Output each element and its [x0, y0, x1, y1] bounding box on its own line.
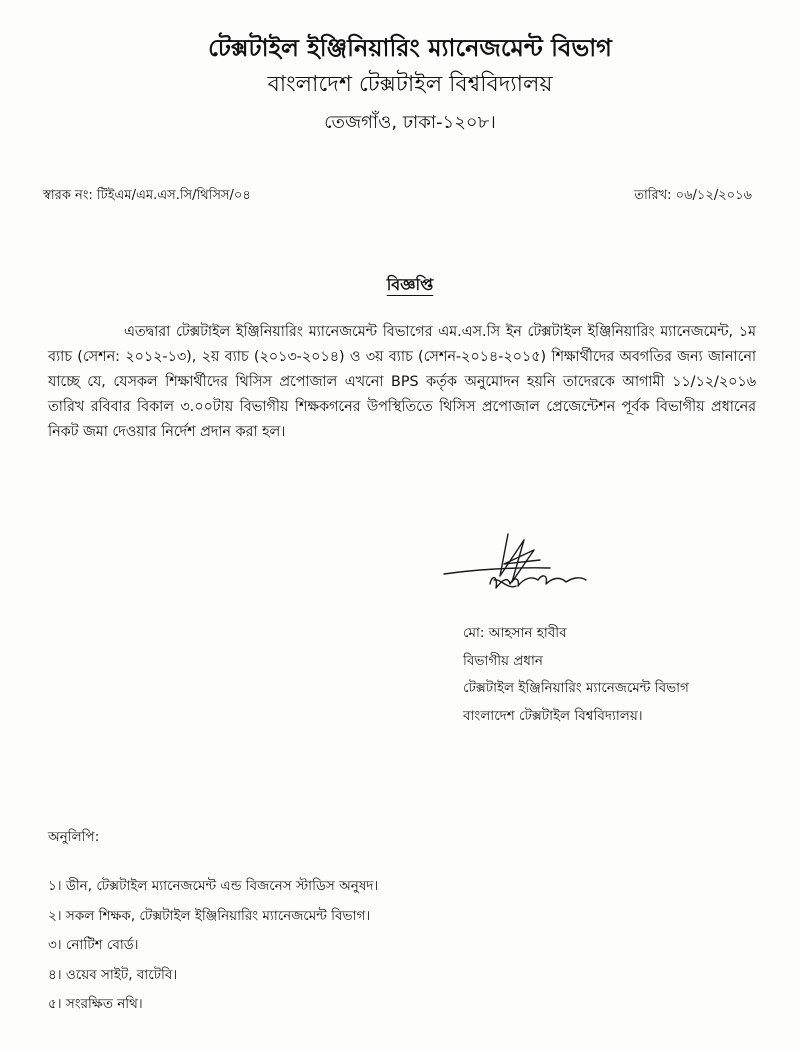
notice-body: এতদ্বারা টেক্সটাইল ইঞ্জিনিয়ারিং ম্যানেজমেন্ট বিভাগের এম.এস.সি ইন টেক্সটাইল ইঞ্জিনিয়ারিং ম্যানেজমেন্ট, ১ম ব্যাচ (সেশন: ২০১২-১৩), ২য় ব্যাচ (২০১৩-২০১৪) ও ৩য় ব্যাচ (সেশন-২০১৪-২০১৫) শিক্ষার্থীদের অবগতির জন্য জানানো যাচ্ছে যে, যেসকল শিক্ষার্থীদের থিসিস প্রপোজাল এখনো BPS কর্তৃক অনুমোদন হয়নি তাদেরকে আগামী ১১/১২/২০১৬ তারিখ রবিবার বিকাল ৩.০০টায় বিভাগীয় শিক্ষকগনের উপস্থিতিতে থিসিস প্রপোজাল প্রেজেন্টেশন পূর্বক বিভাগীয় প্রধানের নিকট জমা দেওয়ার নির্দেশ প্রদান করা হল।	[48, 324, 756, 440]
university-heading: বাংলাদেশ টেক্সটাইল বিশ্ববিদ্যালয়	[267, 72, 553, 97]
notice-title-row	[0, 272, 800, 299]
memo-number: স্বারক নং: টিইএম/এম.এস.সি/থিসিস/০৪	[43, 188, 251, 203]
signature-image	[442, 530, 592, 602]
copy-item: ৪। ওয়েব সাইট, বাটেবি।	[48, 966, 178, 983]
signer-department: টেক্সটাইল ইঞ্জিনিয়ারিং ম্যানেজমেন্ট বিভাগ	[463, 680, 689, 696]
notice-title: বিজ্ঞপ্তি	[386, 275, 434, 294]
department-heading: টেক্সটাইল ইঞ্জিনিয়ারিং ম্যানেজমেন্ট বিভাগ	[208, 34, 612, 62]
signer-block	[463, 620, 689, 730]
signer-name: মো: আহসান হাবীব	[463, 625, 567, 641]
signer-designation: বিভাগীয় প্রধান	[463, 652, 543, 669]
copy-item: ২। সকল শিক্ষক, টেক্সটাইল ইঞ্জিনিয়ারিং ম্যানেজমেন্ট বিভাগ।	[48, 907, 371, 924]
letterhead	[0, 30, 800, 142]
copy-item: ৩। নোটিশ বোর্ড।	[48, 937, 139, 953]
copies-list	[48, 872, 378, 1020]
copies-title: অনুলিপি:	[48, 829, 100, 845]
signer-university: বাংলাদেশ টেক্সটাইল বিশ্ববিদ্যালয়।	[463, 707, 643, 724]
address-line: তেজগাঁও, ঢাকা-১২০৮।	[324, 112, 496, 133]
notice-date: তারিখ: ০৬/১২/২০১৬	[634, 188, 752, 203]
copy-item: ৫। সংরক্ষিত নথি।	[48, 996, 143, 1012]
copy-item: ১। ডীন, টেক্সটাইল ম্যানেজমেন্ট এন্ড বিজনেস স্টাডিস অনুষদ।	[48, 878, 379, 894]
